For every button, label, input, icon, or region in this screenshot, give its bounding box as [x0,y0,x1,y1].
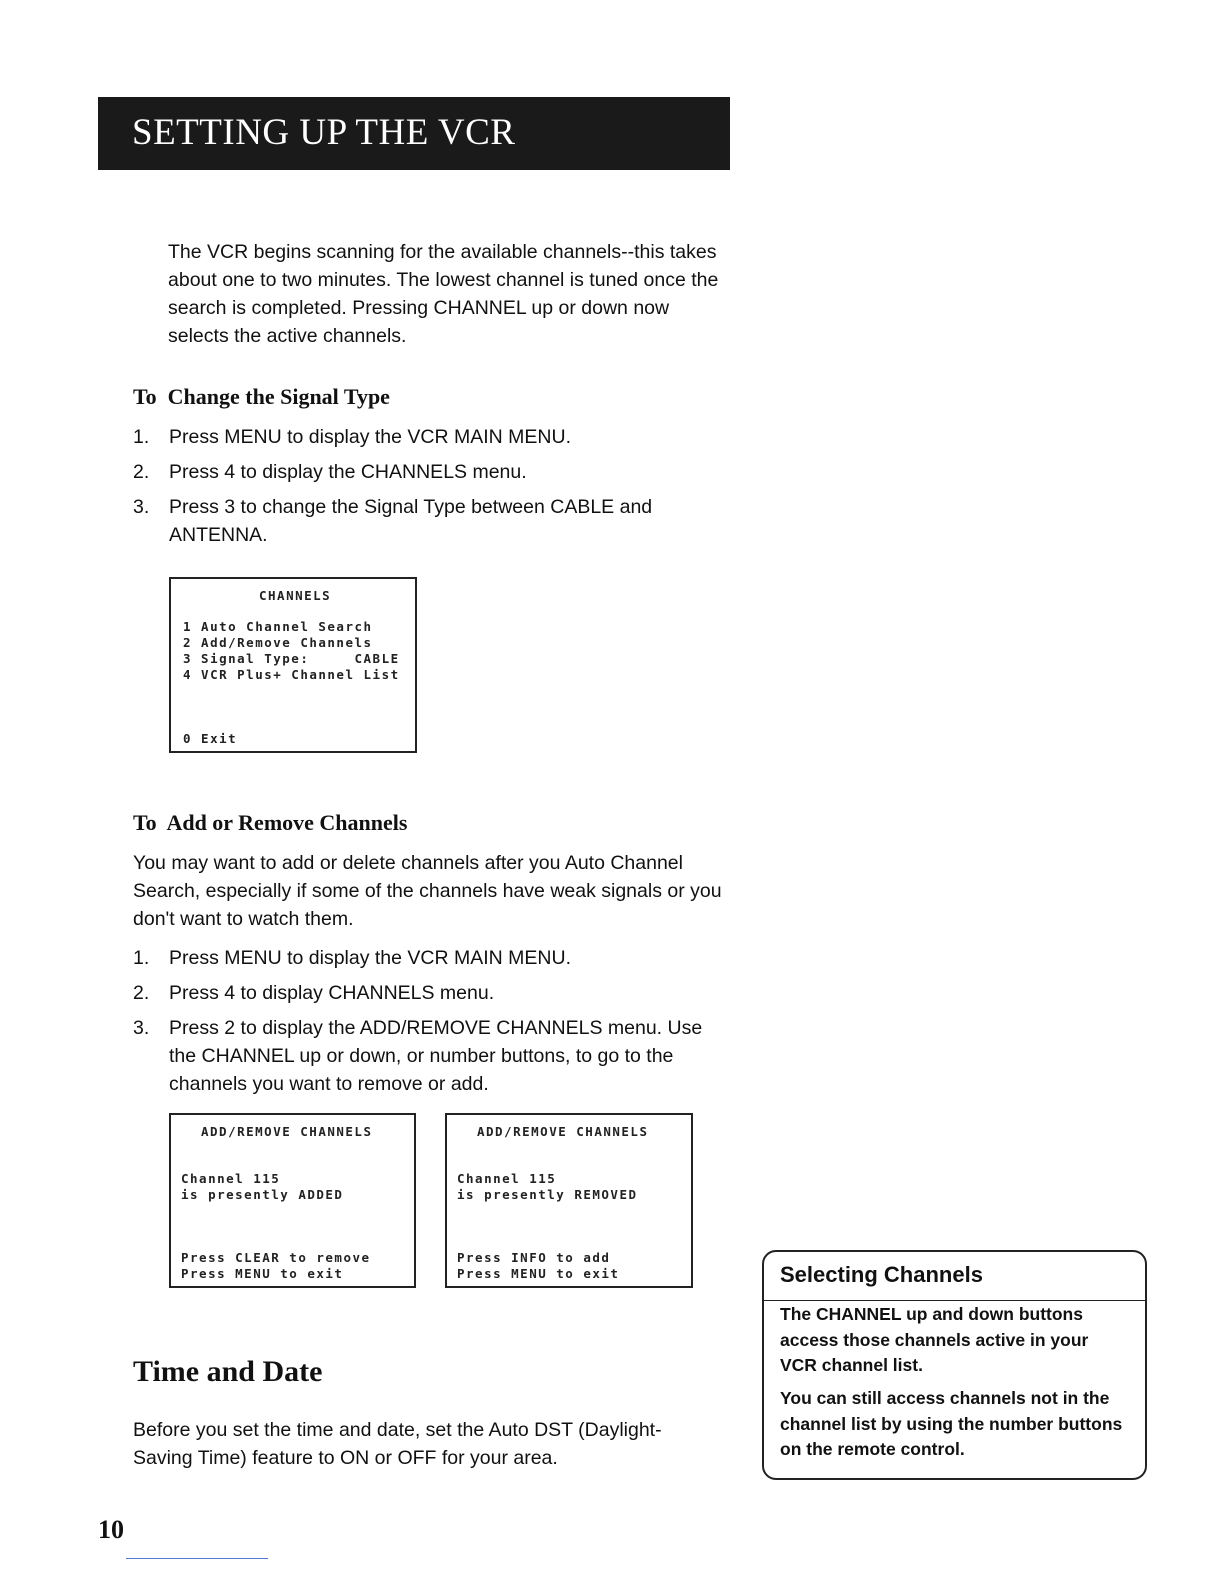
sidebar-divider [764,1300,1145,1301]
add-remove-removed-screen [445,1113,693,1288]
osd-status-line: is presently REMOVED [457,1187,638,1202]
sidebar-title: Selecting Channels [780,1262,983,1287]
osd-instruction: Press CLEAR to remove [181,1250,371,1265]
section-title: SETTING UP THE VCR [132,112,516,153]
list-item: 3. Press 2 to display the ADD/REMOVE CHANNELS menu. Use the CHANNEL up or down, or number buttons, to go to the channels you want to remove or add. [133,1017,703,1095]
page-number: 10 [98,1515,124,1544]
signal-type-steps [133,423,713,556]
list-item: 1. Press MENU to display the VCR MAIN MENU. [133,426,572,448]
intro-paragraph: The VCR begins scanning for the available channels--this takes about one to two minutes. The lowest channel is tuned once the search is completed. Pressing CHANNEL up or down now selects the active channels. [168,241,719,347]
sidebar-paragraph: The CHANNEL up and down buttons access those channels active in your VCR channel list. [780,1304,1089,1375]
selecting-channels-sidebar [762,1250,1147,1480]
list-item: 1. Press MENU to display the VCR MAIN MENU. [133,947,572,969]
osd-status-line: is presently ADDED [181,1187,344,1202]
osd-title: ADD/REMOVE CHANNELS [201,1124,373,1139]
osd-exit-item: 0 Exit [183,731,238,746]
osd-menu-item: 4 VCR Plus+ Channel List [183,667,400,682]
time-date-heading: Time and Date [133,1355,323,1388]
add-remove-steps [133,944,733,1105]
add-remove-added-screen [169,1113,416,1288]
osd-menu-item: 2 Add/Remove Channels [183,635,373,650]
list-item: 3. Press 3 to change the Signal Type between CABLE and ANTENNA. [133,496,653,546]
osd-channel-line: Channel 115 [457,1171,557,1186]
osd-instruction: Press MENU to exit [181,1266,344,1281]
list-item: 2. Press 4 to display CHANNELS menu. [133,982,495,1004]
add-remove-heading: To Add or Remove Channels [133,810,408,835]
osd-instruction: Press INFO to add [457,1250,611,1265]
sidebar-paragraph: You can still access channels not in the channel list by using the number buttons on the remote control. [780,1388,1123,1459]
osd-title: CHANNELS [259,588,332,603]
section-header-bar [98,97,730,170]
osd-menu-item: 3 Signal Type: CABLE [183,651,400,666]
osd-menu-item: 1 Auto Channel Search [183,619,373,634]
list-item: 2. Press 4 to display the CHANNELS menu. [133,461,527,483]
osd-instruction: Press MENU to exit [457,1266,620,1281]
add-remove-intro: You may want to add or delete channels after you Auto Channel Search, especially if some of the channels have weak signals or you don't want to watch them. [133,852,722,930]
time-date-paragraph: Before you set the time and date, set the Auto DST (Daylight-Saving Time) feature to ON or OFF for your area. [133,1419,662,1469]
channels-menu-screen [169,577,417,753]
osd-title: ADD/REMOVE CHANNELS [477,1124,649,1139]
signal-type-heading: To Change the Signal Type [133,384,390,409]
osd-channel-line: Channel 115 [181,1171,281,1186]
footer-rule [126,1558,268,1559]
